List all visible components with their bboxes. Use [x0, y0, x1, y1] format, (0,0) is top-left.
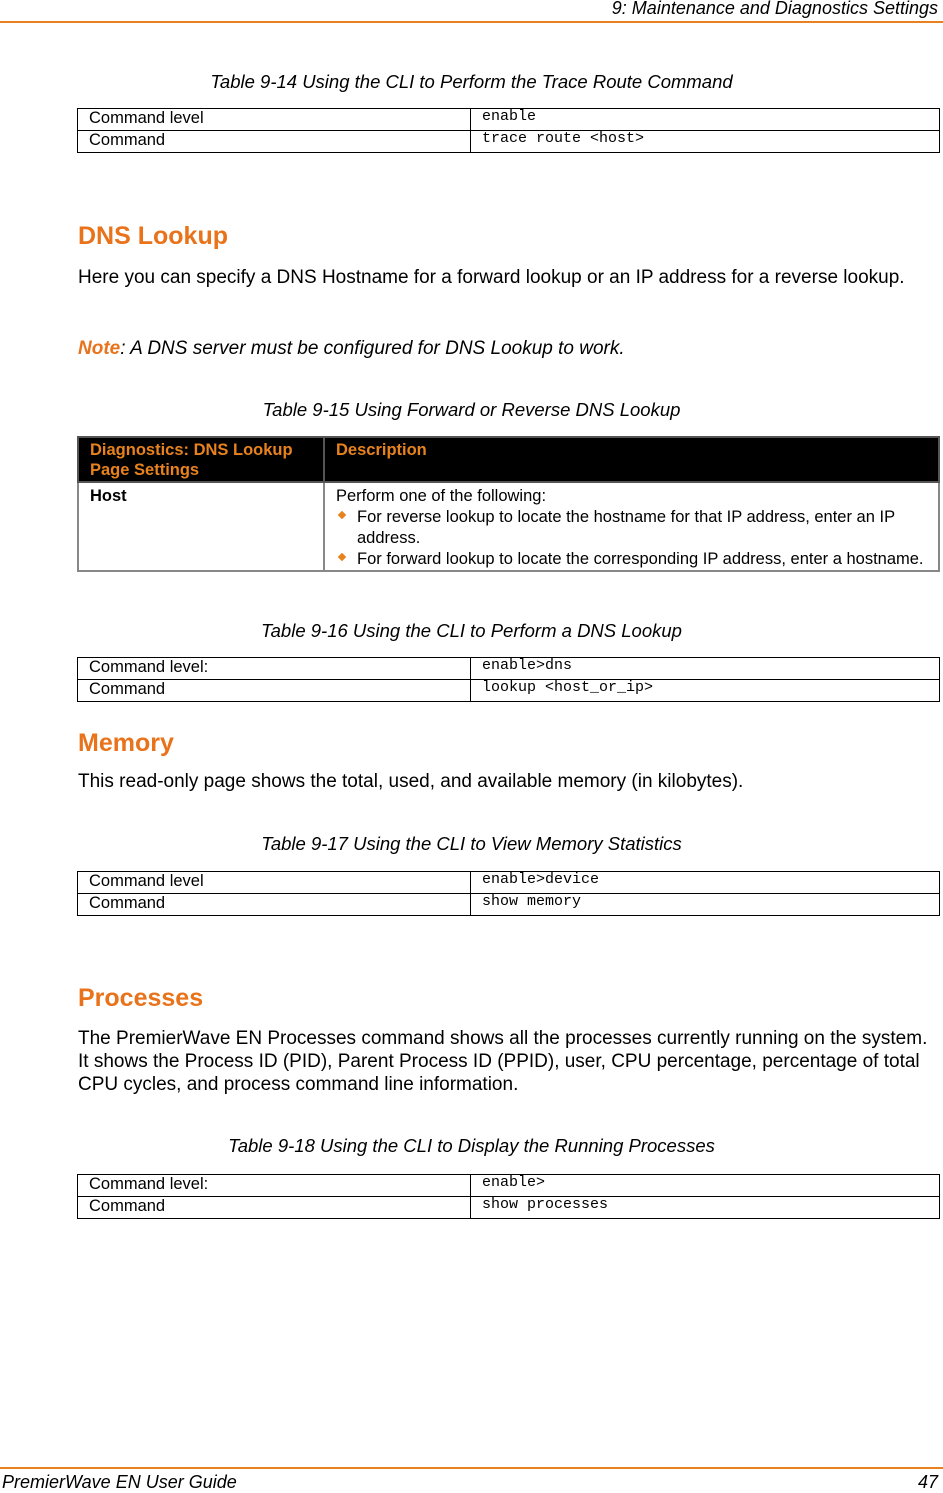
table-row	[78, 658, 940, 680]
table-9-18	[77, 1174, 940, 1219]
table-cell-key: Command	[78, 894, 471, 916]
setting-host: Host	[78, 482, 324, 571]
dns-lookup-heading: DNS Lookup	[78, 222, 228, 250]
table-cell-key: Command level:	[78, 1175, 471, 1197]
guide-title: PremierWave EN User Guide	[2, 1472, 237, 1492]
table-row	[78, 872, 940, 894]
table-9-17	[77, 871, 940, 916]
table-9-14-caption: Table 9-14 Using the CLI to Perform the Trace Route Command	[210, 71, 733, 92]
chapter-header: 9: Maintenance and Diagnostics Settings	[611, 0, 938, 18]
table-cell-key: Command	[78, 1197, 471, 1219]
table-row	[78, 894, 940, 916]
table-header-row	[78, 437, 939, 482]
table-9-15-caption: Table 9-15 Using Forward or Reverse DNS Lookup	[262, 399, 681, 420]
table-cell-key: Command level	[78, 872, 471, 894]
table-cell-value: enable>dns	[471, 658, 940, 680]
processes-heading: Processes	[78, 984, 204, 1012]
table-cell-value: show memory	[471, 894, 940, 916]
table-cell-value: enable	[471, 109, 940, 131]
diamond-bullet-icon	[338, 511, 346, 519]
note-label: Note	[78, 338, 121, 359]
list-item-text: For reverse lookup to locate the hostname for that IP address, enter an IP address.	[357, 508, 895, 547]
description-bullets	[336, 507, 928, 570]
table-row	[78, 109, 940, 131]
table-row	[78, 1197, 940, 1219]
table-cell-value: lookup <host_or_ip>	[471, 680, 940, 702]
page-number: 47	[917, 1472, 938, 1492]
dns-lookup-intro: Here you can specify a DNS Hostname for a forward lookup or an IP address for a reverse lookup.	[78, 267, 905, 288]
diamond-bullet-icon	[338, 553, 346, 561]
table-cell-key: Command level	[78, 109, 471, 131]
table-9-17-caption: Table 9-17 Using the CLI to View Memory Statistics	[261, 833, 682, 854]
table-9-16-caption: Table 9-16 Using the CLI to Perform a DNS Lookup	[261, 620, 682, 641]
table-cell-key: Command	[78, 680, 471, 702]
column-header-description: Description	[324, 437, 939, 482]
table-cell-key: Command	[78, 131, 471, 153]
table-9-15	[77, 436, 940, 572]
column-header-settings: Diagnostics: DNS Lookup Page Settings	[78, 437, 324, 482]
table-row	[78, 680, 940, 702]
processes-intro: The PremierWave EN Processes command shows all the processes currently running on the system. It shows the Process ID (PID), Parent Process ID (PPID), user, CPU percentage, percentage of total CPU cycles, and process command line information.	[78, 1028, 928, 1095]
table-row	[78, 1175, 940, 1197]
table-cell-value: enable>device	[471, 872, 940, 894]
list-item	[336, 507, 928, 549]
table-9-18-caption: Table 9-18 Using the CLI to Display the Running Processes	[228, 1135, 715, 1156]
footer-rule	[0, 1467, 943, 1469]
memory-heading: Memory	[78, 729, 174, 757]
setting-description	[324, 482, 939, 571]
list-item	[336, 549, 928, 570]
table-cell-value: show processes	[471, 1197, 940, 1219]
table-cell-value: enable>	[471, 1175, 940, 1197]
table-9-14	[77, 108, 940, 153]
table-9-16	[77, 657, 940, 702]
list-item-text: For forward lookup to locate the corresponding IP address, enter a hostname.	[357, 550, 924, 568]
dns-note	[78, 338, 625, 360]
header-rule	[0, 21, 943, 23]
table-row	[78, 131, 940, 153]
table-cell-value: trace route <host>	[471, 131, 940, 153]
note-text: : A DNS server must be configured for DNS Lookup to work.	[120, 338, 625, 359]
table-cell-key: Command level:	[78, 658, 471, 680]
description-lead: Perform one of the following:	[336, 487, 547, 505]
table-row	[78, 482, 939, 571]
memory-intro: This read-only page shows the total, used, and available memory (in kilobytes).	[78, 771, 744, 792]
